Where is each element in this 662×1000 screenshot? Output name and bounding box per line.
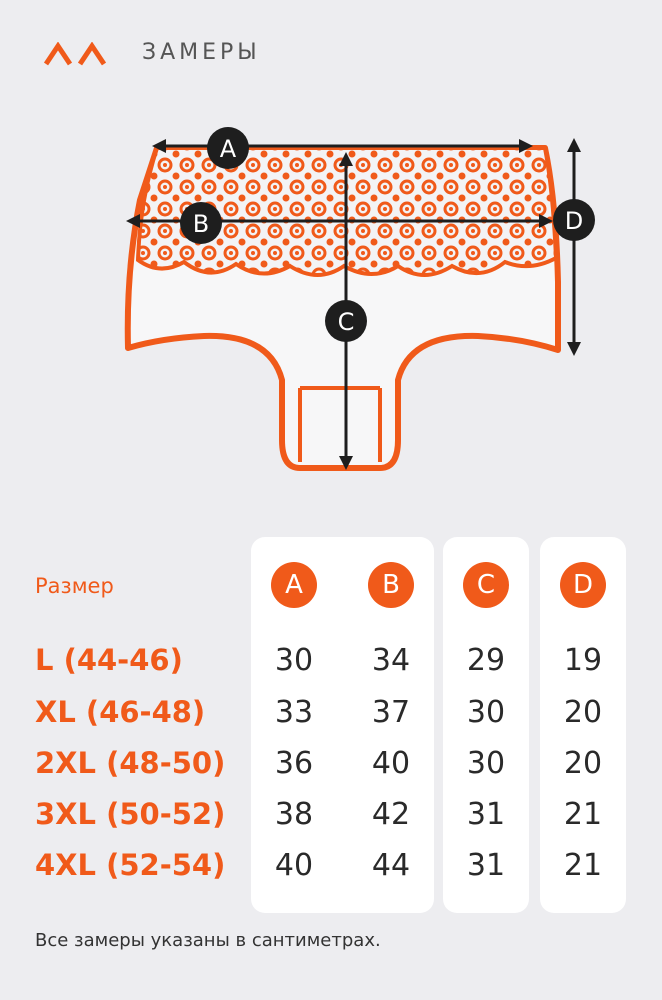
cell-b: 37 <box>371 695 411 730</box>
cell-a: 30 <box>274 643 314 678</box>
header <box>0 0 662 100</box>
cell-a: 33 <box>274 695 314 730</box>
cell-c: 31 <box>466 797 506 832</box>
cell-d: 21 <box>563 848 603 883</box>
size-column-header: Размер <box>35 574 114 598</box>
cell-d: 20 <box>563 695 603 730</box>
cell-b: 42 <box>371 797 411 832</box>
briefs-diagram <box>0 110 662 480</box>
cell-d: 19 <box>563 643 603 678</box>
column-header-c: C <box>463 562 509 608</box>
cell-c: 31 <box>466 848 506 883</box>
cell-c: 30 <box>466 746 506 781</box>
cell-a: 40 <box>274 848 314 883</box>
marker-d-label: D <box>564 207 584 235</box>
cell-c: 30 <box>466 695 506 730</box>
cell-b: 34 <box>371 643 411 678</box>
size-label: L (44-46) <box>35 643 183 677</box>
size-label: 3XL (50-52) <box>35 797 226 831</box>
cell-b: 40 <box>371 746 411 781</box>
column-header-b: B <box>368 562 414 608</box>
cell-d: 21 <box>563 797 603 832</box>
footnote: Все замеры указаны в сантиметрах. <box>35 930 381 951</box>
size-label: 4XL (52-54) <box>35 848 226 882</box>
size-label: XL (46-48) <box>35 695 206 729</box>
cell-a: 38 <box>274 797 314 832</box>
cell-b: 44 <box>371 848 411 883</box>
marker-c-label: C <box>337 308 355 336</box>
brand-logo-icon <box>44 42 112 66</box>
cell-c: 29 <box>466 643 506 678</box>
cell-d: 20 <box>563 746 603 781</box>
marker-a-label: A <box>219 135 237 163</box>
size-label: 2XL (48-50) <box>35 746 226 780</box>
page-title: ЗАМЕРЫ <box>142 40 261 65</box>
column-header-a: A <box>271 562 317 608</box>
cell-a: 36 <box>274 746 314 781</box>
column-header-d: D <box>560 562 606 608</box>
marker-b-label: B <box>192 210 210 238</box>
